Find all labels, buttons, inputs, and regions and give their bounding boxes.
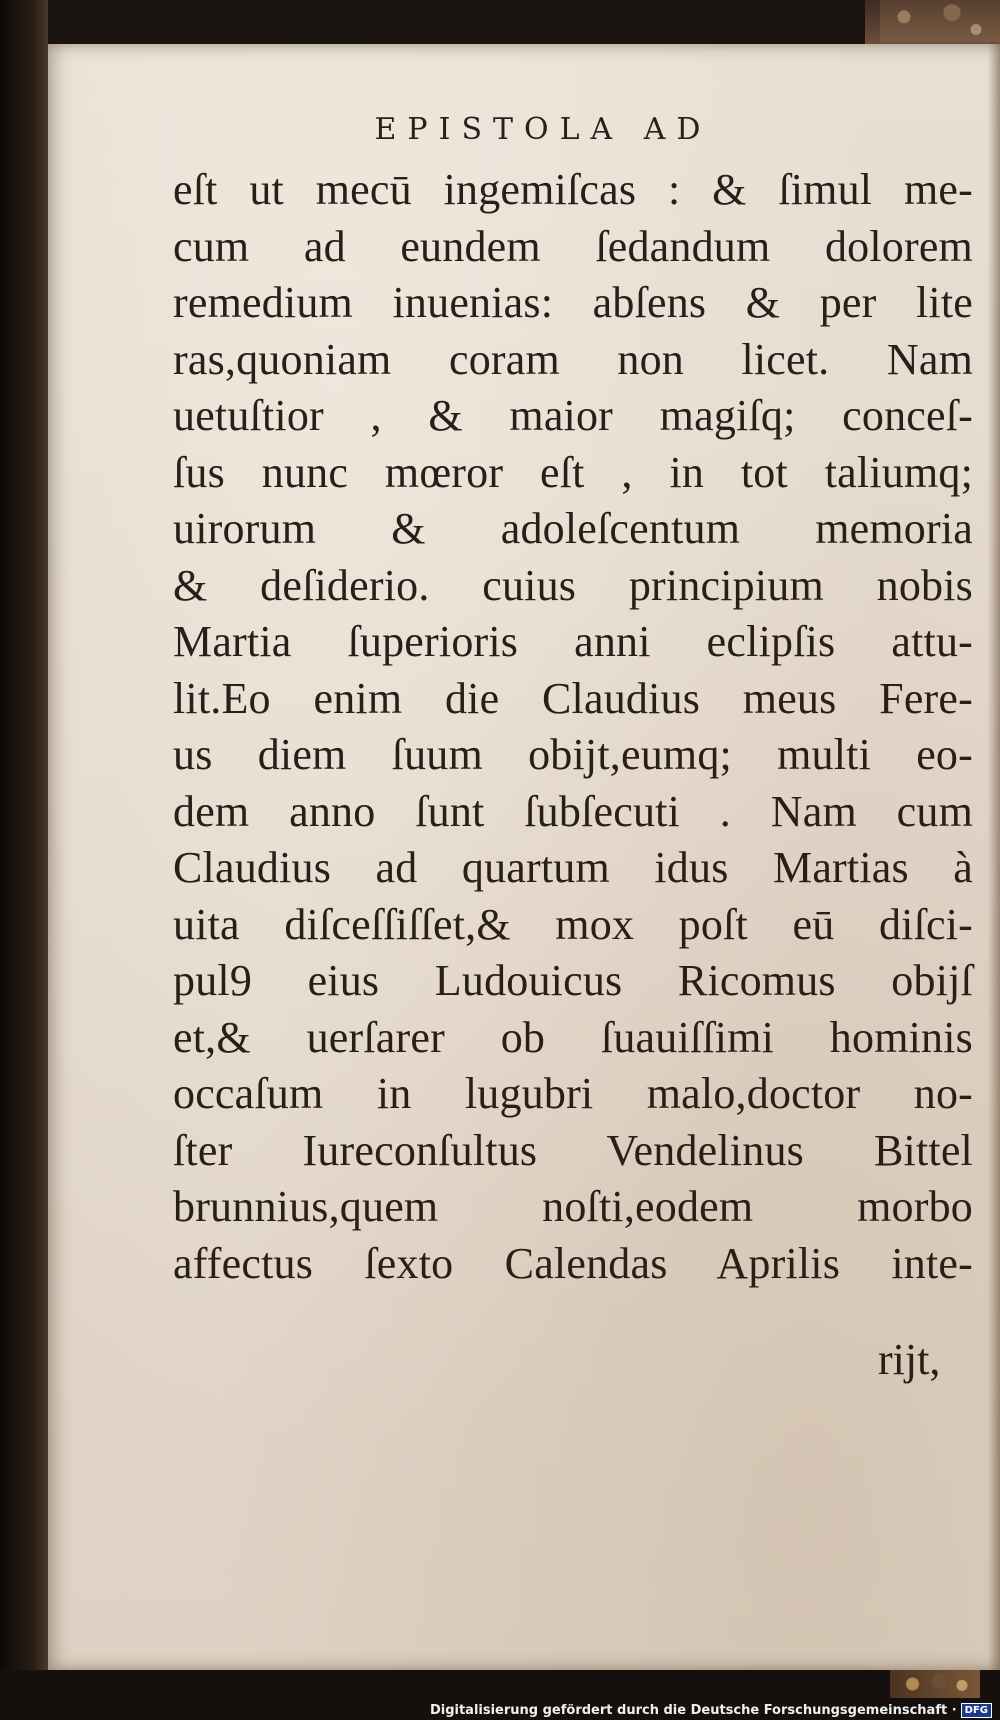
text-line: ras,quoniam coram non licet. Nam [173,334,973,384]
running-head: EPISTOLA AD [374,112,712,147]
page-edge-shadow [988,44,1000,1670]
text-line: & deſiderio. cuius principium nobis [173,560,973,610]
text-line: cum ad eundem ſedandum dolorem [173,221,973,271]
text-line: et,& uerſarer ob ſuauiſſimi hominis [173,1012,973,1062]
credit-text: Digitalisierung gefördert durch die Deutsche Forschungsgemeinschaft · [429,1703,957,1718]
text-line: occaſum in lugubri malo,doctor no- [173,1069,973,1118]
marbled-cover-bottom [890,1670,980,1698]
dfg-logo-icon: DFG [961,1703,992,1718]
catchword: rijt, [878,1335,941,1384]
book-page [48,44,1000,1670]
text-line: Martia ſuperioris anni eclipſis attu- [173,617,973,666]
text-line: uita diſceſſiſſet,& mox poſt eū diſci- [173,899,973,949]
text-line: us diem ſuum obijt,eumq; multi eo- [173,730,973,779]
text-line: dem anno ſunt ſubſecuti . Nam cum [173,786,973,836]
text-line: uirorum & adoleſcentum memoria [173,504,973,553]
text-line: ſter Iureconſultus Vendelinus Bittel [173,1125,973,1175]
text-line: uetuſtior , & maior magiſq; conceſ- [173,391,973,440]
text-line: ſus nunc mœror eſt , in tot taliumq; [173,447,973,497]
digitization-credit [430,1703,992,1718]
marbled-cover-top [880,0,1000,42]
text-line: eſt ut mecū ingemiſcas : & ſimul me- [173,165,973,214]
body-text [173,162,973,1292]
text-line: brunnius,quem noſti,eodem morbo [173,1182,973,1231]
text-line: Claudius ad quartum idus Martias à [173,843,973,892]
book-spine-edge [0,0,48,1690]
text-line: pul9 eius Ludouicus Ricomus obijſ [173,956,973,1005]
text-line: remedium inuenias: abſens & per lite [173,278,973,327]
text-line: lit.Eo enim die Claudius meus Fere- [173,673,973,723]
text-line: affectus ſexto Calendas Aprilis inte- [173,1238,973,1288]
